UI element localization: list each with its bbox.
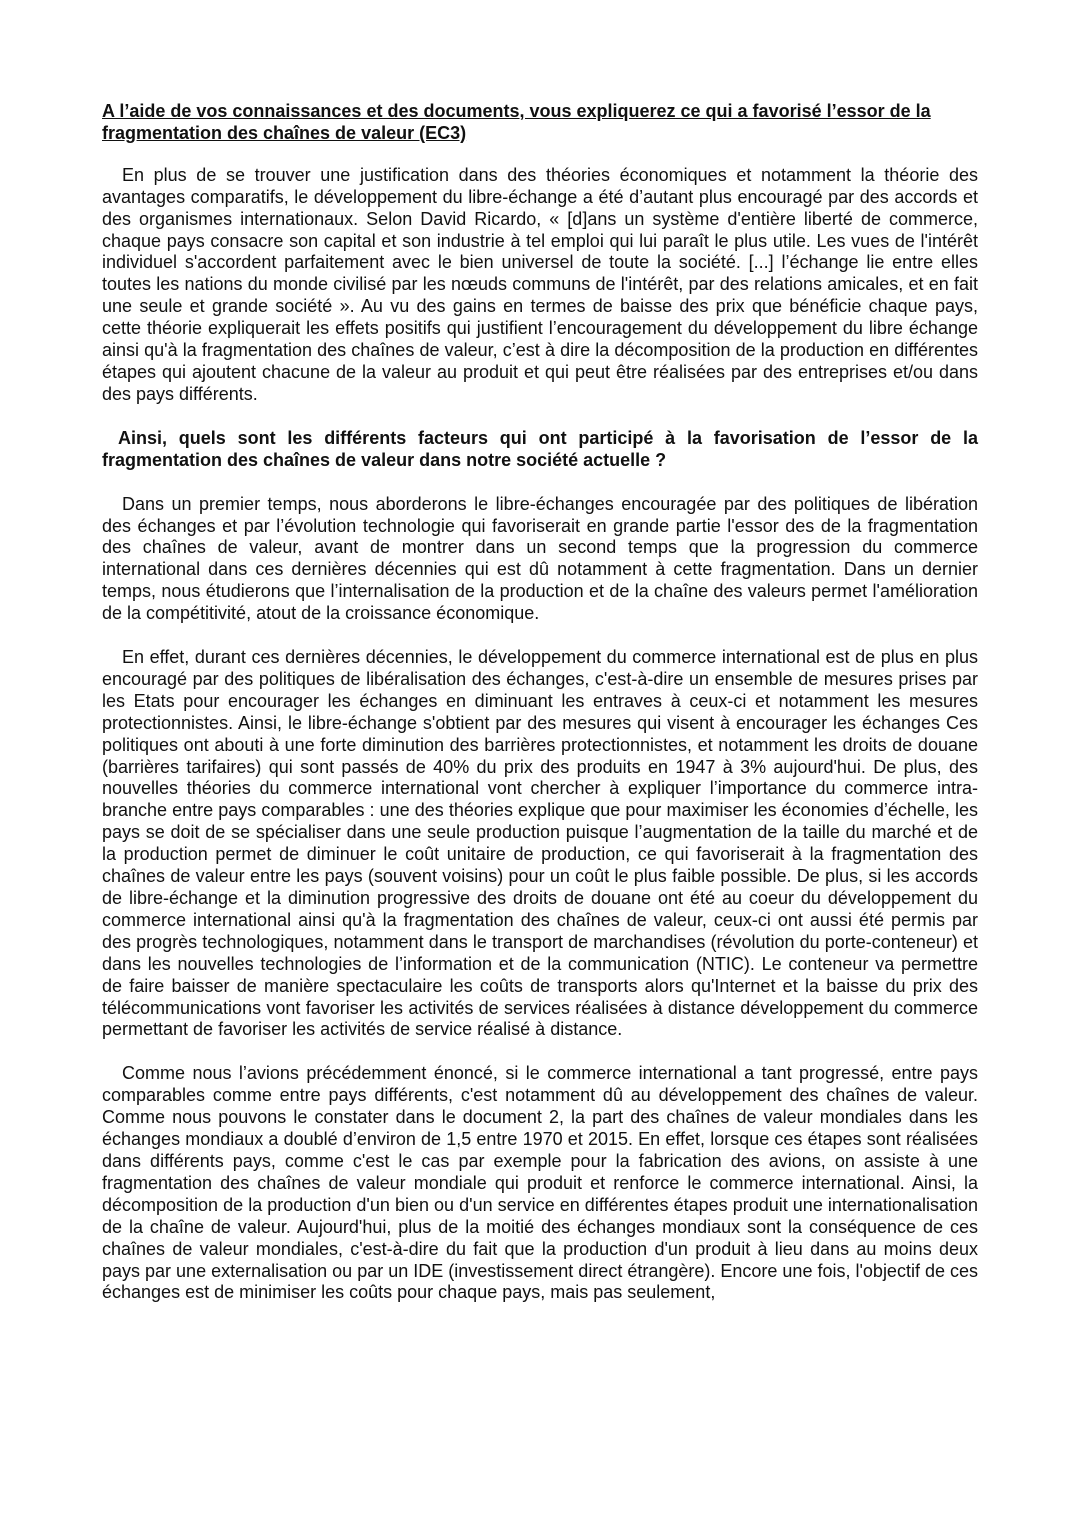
problematic-question: Ainsi, quels sont les différents facteurs qui ont participé à la favorisation de l’essor de la fragmentation des chaînes de valeur dans notre société actuelle ? bbox=[102, 427, 978, 470]
body-paragraph-1: En effet, durant ces dernières décennies, le développement du commerce international est de plus en plus encouragé par des politiques de libéralisation des échanges, c'est-à-dire un ensemble de mesures prises par les Etats pour encourager les échanges en diminuant les entraves à ceux-ci et notamment les mesures protectionnistes. Ainsi, le libre-échange s'obtient par des mesures qui visent à encourager les échanges Ces politiques ont abouti à une forte diminution des barrières protectionnistes, et notamment les droits de douane (barrières tarifaires) qui sont passés de 40% du prix des produits en 1947 à 3% aujourd'hui. De plus, des nouvelles théories du commerce international vont chercher à expliquer l’importance du commerce intra-branche entre pays comparables : une des théories explique que pour maximiser les économies d’échelle, les pays se doit de se spécialiser dans une seule production puisque l’augmentation de la taille du marché et de la production permet de diminuer le coût unitaire de production, ce qui favoriserait à la fragmentation des chaînes de valeur entre les pays (souvent voisins) pour un coût le plus faible possible. De plus, si les accords de libre-échange et la diminution progressive des droits de douane ont été au coeur du développement du commerce international ainsi qu'à la fragmentation des chaînes de valeur, ceux-ci ont aussi été permis par des progrès technologiques, notamment dans le transport de marchandises (révolution du porte-conteneur) et dans les nouvelles technologies de l’information et de la communication (NTIC). Le conteneur va permettre de faire baisser de manière spectaculaire les coûts de transports alors qu'Internet et la baisse du prix des télécommunications vont favoriser les activités de services réalisées à distance développement du commerce permettant de favoriser les activités de service réalisé à distance. bbox=[102, 647, 978, 1040]
introduction-paragraph: En plus de se trouver une justification dans des théories économiques et notamment la théorie des avantages comparatifs, le développement du libre-échange a été d’autant plus encouragé par des accords et des organismes internationaux. Selon David Ricardo, « [d]ans un système d'entière liberté de commerce, chaque pays consacre son capital et son industrie à tel emploi qui lui paraît le plus utile. Les vues de l'intérêt individuel s'accordent parfaitement avec le bien universel de toute la société. [...] l’échange lie entre elles toutes les nations du monde civilisé par les nœuds communs de l'intérêt, par des relations amicales, et en fait une seule et grande société ». Au vu des gains en termes de baisse des prix que bénéficie chaque pays, cette théorie expliquerait les effets positifs qui justifient l’encouragement du développement du libre échange ainsi qu'à la fragmentation des chaînes de valeur, c’est à dire la décomposition de la production en différentes étapes qui ajoutent chacune de la valeur au produit et qui peut être réalisées par des entreprises et/ou dans des pays différents. bbox=[102, 164, 978, 404]
plan-paragraph: Dans un premier temps, nous aborderons le libre-échanges encouragée par des politiques de libération des échanges et par l’évolution technologie qui favoriserait en grande partie l'essor des de la fragmentation des chaînes de valeur, avant de montrer dans un second temps que la progression du commerce international dans ces dernières décennies qui est dû notamment à cette fragmentation. Dans un dernier temps, nous étudierons que l’internalisation de la production et de la chaîne des valeurs permet l'amélioration de la compétitivité, atout de la croissance économique. bbox=[102, 493, 978, 624]
body-paragraph-2: Comme nous l’avions précédemment énoncé, si le commerce international a tant progressé, entre pays comparables comme entre pays différents, c'est notamment dû au développement des chaînes de valeur. Comme nous pouvons le constater dans le document 2, la part des chaînes de valeur mondiales dans les échanges mondiaux a doublé d’environ de 1,5 entre 1970 et 2015. En effet, lorsque ces étapes sont réalisées dans différents pays, comme c'est le cas par exemple pour la fabrication des avions, on assiste à une fragmentation des chaînes de valeur mondiale qui produit et renforce le commerce international. Ainsi, la décomposition de la production d'un bien ou d'un service en différentes étapes produit une internationalisation de la chaîne de valeur. Aujourd'hui, plus de la moitié des échanges mondiaux sont la conséquence de ces chaînes de valeur mondiales, c'est-à-dire du fait que la production d'un produit à lieu dans au moins deux pays par une externalisation ou par un IDE (investissement direct étrangère). Encore une fois, l'objectif de ces échanges est de minimiser les coûts pour chaque pays, mais pas seulement, bbox=[102, 1063, 978, 1303]
document-page bbox=[102, 101, 978, 1304]
document-title: A l’aide de vos connaissances et des documents, vous expliquerez ce qui a favorisé l’essor de la fragmentation des chaînes de valeur (EC3) bbox=[102, 101, 931, 143]
